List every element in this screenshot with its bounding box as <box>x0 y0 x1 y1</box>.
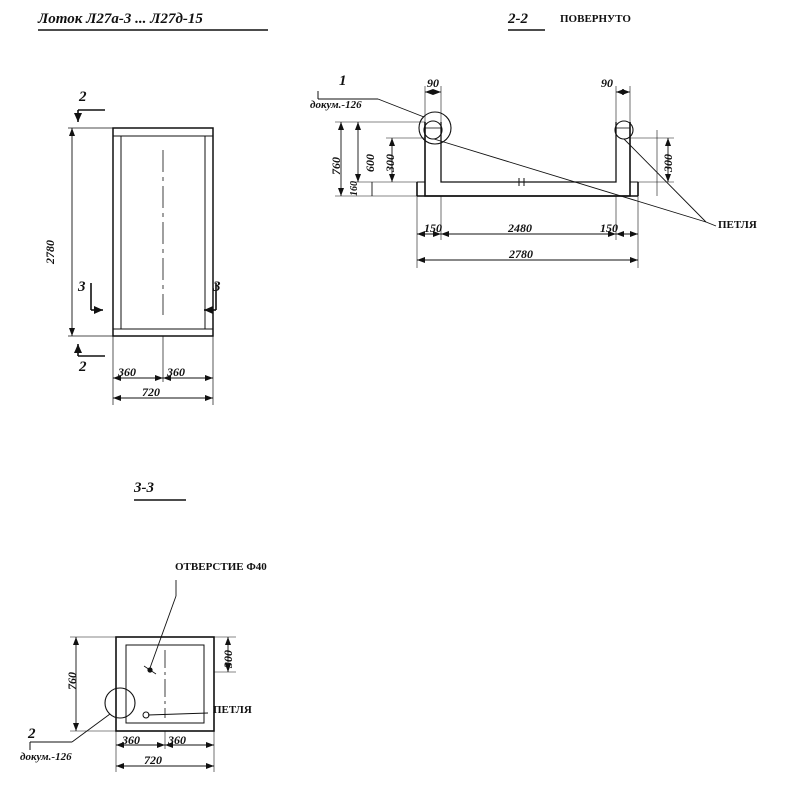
plan-width: 720 <box>142 385 160 399</box>
section-2-2-title: 2-2 <box>508 11 528 27</box>
right-300-33: 300 <box>221 650 235 668</box>
half-a-33: 360 <box>122 733 140 747</box>
height-300-right: 300 <box>661 154 675 172</box>
height-760: 760 <box>329 157 343 175</box>
plan-section-2-top: 2 <box>79 89 87 105</box>
detail-doc-1: докум.-126 <box>310 99 362 111</box>
height-760-33: 760 <box>65 672 79 690</box>
plan-section-2-bottom: 2 <box>79 359 87 375</box>
top-right-90: 90 <box>601 76 613 90</box>
height-160: 160 <box>349 181 360 196</box>
section22-profile <box>425 122 630 196</box>
section-3-3-title: 3-3 <box>134 480 154 496</box>
detail-callout-1: 1 <box>339 73 347 89</box>
plan-length-dim: 2780 <box>43 240 57 264</box>
half-b-33: 360 <box>168 733 186 747</box>
width-33: 720 <box>144 753 162 767</box>
base-left-150: 150 <box>424 221 442 235</box>
height-600: 600 <box>363 154 377 172</box>
plan-half-a: 360 <box>118 365 136 379</box>
base-mid-2480: 2480 <box>508 221 532 235</box>
plan-section-3-left: 3 <box>78 279 86 295</box>
base-total-2780: 2780 <box>509 247 533 261</box>
height-300: 300 <box>383 154 397 172</box>
loop-label-33: ПЕТЛЯ <box>213 704 252 716</box>
drawing-title: Лоток Л27а-3 ... Л27д-15 <box>38 11 203 27</box>
detail-doc-2: докум.-126 <box>20 751 72 763</box>
detail-balloon-2 <box>105 688 135 718</box>
detail-callout-2: 2 <box>28 726 36 742</box>
base-right-150: 150 <box>600 221 618 235</box>
loop-label-22: ПЕТЛЯ <box>718 219 757 231</box>
plan-half-b: 360 <box>167 365 185 379</box>
section-2-2-note: ПОВЕРНУТО <box>560 13 631 25</box>
hole-note: ОТВЕРСТИЕ Ф40 <box>175 561 267 573</box>
plan-section-3-right: 3 <box>213 279 221 295</box>
top-left-90: 90 <box>427 76 439 90</box>
